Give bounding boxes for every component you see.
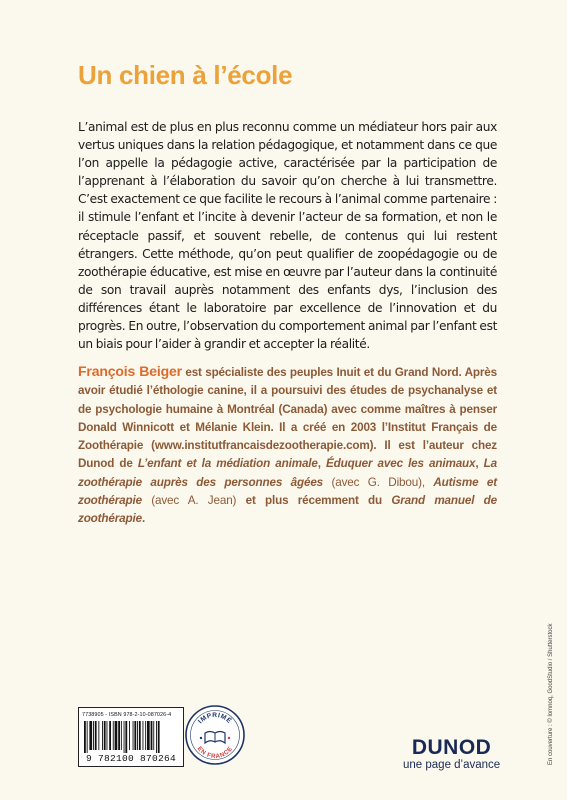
barcode-bars-icon [84, 721, 178, 753]
seal-top-text: IMPRIMÉ [197, 712, 233, 726]
bio-sep-2: , [475, 457, 484, 471]
seal-bottom-text: EN FRANCE [195, 745, 235, 761]
coauthor-2: (avec A. Jean) [141, 494, 237, 508]
book-ref-5: Grand manuel de zoothérapie [78, 494, 497, 526]
book-description [78, 118, 497, 353]
author-bio [78, 362, 497, 529]
isbn-barcode [78, 707, 184, 767]
book-ref-3: La zoothérapie auprès des personnes âgées [78, 457, 497, 489]
book-ref-4: Autisme et zoothérapie [78, 475, 497, 508]
publisher-tagline: une page d’avance [403, 759, 501, 771]
book-ref-2: Éduquer avec les animaux [326, 457, 476, 471]
book-ref-1: L’enfant et la médiation animale [137, 457, 318, 471]
imprime-en-france-seal-icon [185, 705, 245, 765]
publisher-name: DUNOD [411, 736, 492, 759]
coauthor-1: (avec G. Dibou), [323, 475, 434, 489]
description-paragraph: L’animal est de plus en plus reconnu comme un médiateur hors pair aux vertus uniques dans la relation pédagogique, et notamment dans ce que l’on appelle la pédagogie active, caractérisée par la participation de l’apprenant à l’élaboration du savoir qu’on cherche à lui transmettre. C’est exactement ce que facilite le recours à l’animal comme partenaire : il stimule l’enfant et l’incite à devenir l’acteur de sa formation, et non le réceptacle passif, et souvent rebelle, de contenus qui lui restent étrangers. Cette méthode, qu’on peut qualifier de zoopédagogie ou de zoothérapie éducative, est mise en œuvre par l’auteur dans la continuité de son travail auprès notamment des enfants dys, l’inclusion des différences étant le laboratoire par excellence de l’innovation et du progrès. En outre, l’observation du comportement animal par l’enfant est un biais pour l’aider à grandir et accepter la réalité. [78, 120, 497, 352]
publisher-logo [403, 737, 500, 772]
bio-sep-1: , [317, 457, 327, 471]
author-name: François Beiger [78, 363, 182, 379]
bio-end: . [141, 512, 146, 526]
book-title: Un chien à l’école [78, 60, 293, 90]
cover-credit: En couverture : © lomnoq, GoodStudio / Shutterstock [548, 623, 554, 765]
bio-text-1: est spécialiste des peuples Inuit et du Grand Nord. Après avoir étudié l’éthologie canine, il a poursuivi des études de psychanalyse et de psychologie humaine à Montréal (Canada) avec comme maîtres à penser Donald Winnicott et Mélanie Klein. Il a créé en 2003 l’Institut Français de Zoothérapie (www.institutfrancaisdezootherapie.com). Il est l’auteur chez Dunod de [78, 366, 497, 471]
isbn-label: 7738905 - ISBN 978-2-10-087026-4 [82, 712, 172, 718]
bio-text-2: et plus récemment du [236, 494, 392, 508]
barcode-number: 9 782100 870264 [85, 753, 176, 764]
